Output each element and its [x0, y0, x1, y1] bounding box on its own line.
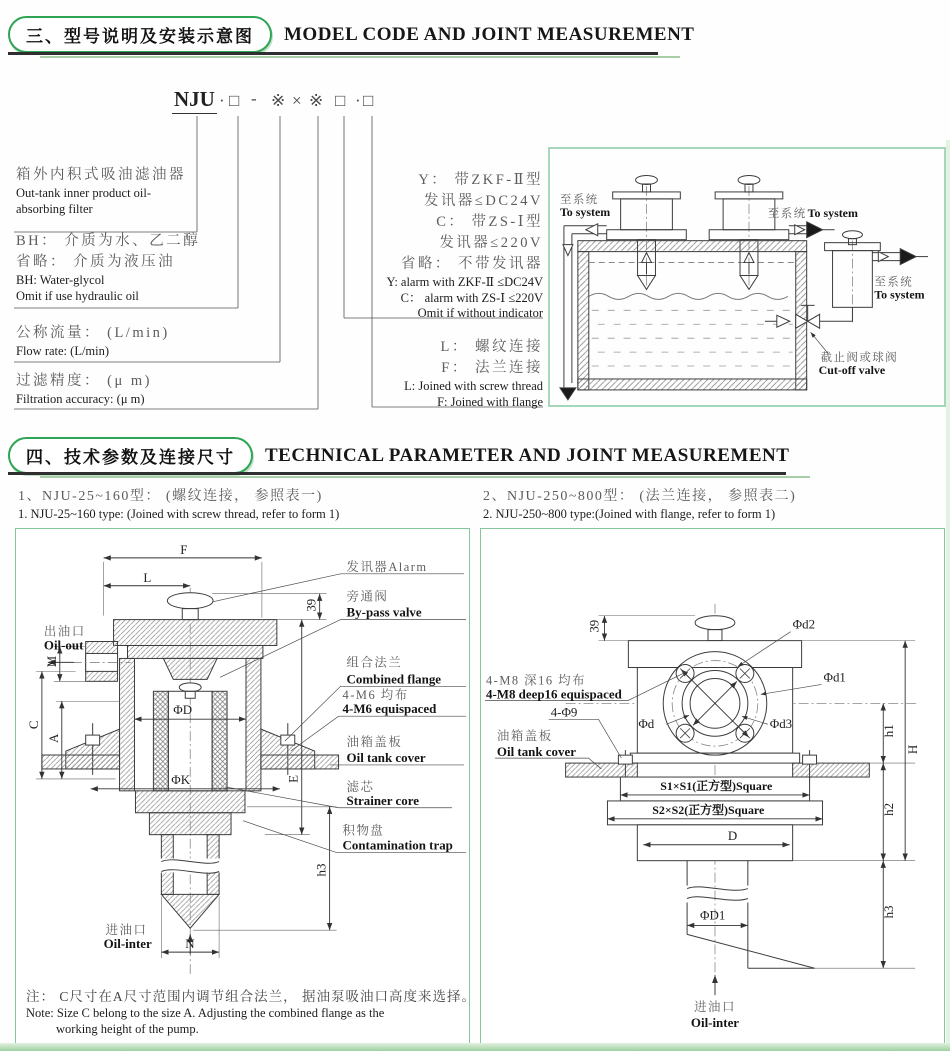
model-code-star1: ※ — [271, 91, 286, 110]
legend-medium-en2: Omit if use hydraulic oil — [16, 288, 139, 303]
model-code-dash: - — [251, 89, 257, 108]
legend-joint-cn1: L： 螺纹连接 — [440, 339, 543, 355]
legend-indicator-en1: Y: alarm with ZKF-Ⅱ ≤DC24V — [386, 275, 543, 289]
legend-indicator-cn4: 发讯器≤220V — [439, 235, 543, 251]
cover-label-en: Oil tank cover — [496, 744, 576, 760]
core-label-cn: 滤芯 — [346, 779, 375, 794]
legend-indicator-cn5: 省略： 不带发讯器 — [400, 256, 543, 272]
dim-h3: h3 — [881, 905, 897, 919]
dim-s1: S1×S1(正方型)Square — [660, 778, 773, 793]
legend-joint-en2: F: Joined with flange — [437, 394, 543, 409]
dim-phiD: ΦD — [173, 702, 193, 718]
phi9-label: 4-Φ9 — [550, 704, 578, 720]
oil-inter-label-cn: 进油口 — [694, 1000, 736, 1015]
bypass-label-cn: 旁通阀 — [346, 589, 389, 604]
legend-product — [16, 165, 186, 217]
legend-indicator-en2: C： alarm with ZS-Ⅰ ≤220V — [400, 290, 543, 305]
note-en2: working height of the pump. — [56, 1022, 199, 1036]
oil-inter-label-en: Oil-inter — [690, 1014, 740, 1030]
to-system-label-cn-1: 至系统 — [559, 193, 599, 206]
legend-joint-cn2: F： 法兰连接 — [441, 360, 543, 376]
legend-indicator-cn1: Y： 带ZKF-Ⅱ型 — [418, 172, 543, 188]
cutoff-valve-label-en: Cut-off valve — [818, 362, 886, 377]
dim-A: A — [45, 733, 61, 744]
oil-out-label-cn: 出油口 — [43, 624, 86, 639]
legend-indicator — [350, 170, 543, 322]
note-en1: Note: Size C belong to the size A. Adjusting the combined flange as the — [26, 1006, 385, 1020]
middle-outlet-pipe — [789, 222, 835, 238]
trap-label-en: Contamination trap — [342, 837, 453, 853]
legend-filtration-en: Filtration accuracy: (μ m) — [16, 392, 145, 406]
model-code-times: × — [292, 91, 302, 110]
section4-badge: 四、技术参数及连接尺寸 — [8, 437, 253, 474]
m8-label-en: 4-M8 deep16 equispaced — [485, 686, 622, 702]
dim-H: H — [905, 744, 921, 755]
page-bottom-bar — [0, 1043, 950, 1051]
oil-out-label-en: Oil-out — [43, 637, 84, 653]
legend-flow-cn: 公称流量： (L/min) — [16, 325, 170, 341]
drawing-panel-nju25-160 — [15, 528, 477, 1046]
cover-label-en: Oil tank cover — [346, 749, 426, 765]
dim-phiD1: ΦD1 — [700, 907, 726, 923]
dim-39: 39 — [303, 598, 319, 612]
bypass-label-en: By-pass valve — [346, 604, 422, 620]
model-code-dot1: · — [219, 91, 225, 110]
dim-39: 39 — [586, 619, 602, 633]
to-system-label-en-3: To system — [874, 287, 925, 302]
to-system-label-en-1: To system — [559, 204, 611, 219]
dim-D: D — [727, 827, 738, 843]
dim-phid3: Φd3 — [769, 716, 793, 732]
legend-indicator-en3: Omit if without indicator — [417, 306, 543, 320]
note — [26, 985, 477, 1037]
dim-F: F — [180, 541, 188, 557]
legend-product-en1: Out-tank inner product oil- — [16, 186, 152, 200]
model-code-prefix: NJU — [172, 87, 217, 114]
section3-title: MODEL CODE AND JOINT MEASUREMENT — [284, 23, 695, 45]
subtitle-right — [483, 486, 796, 523]
subtitle-left-cn: 1、NJU-25~160型： (螺纹连接， 参照表一) — [18, 489, 323, 504]
model-code-star2: ※ — [309, 91, 324, 110]
cover-label-cn: 油箱盖板 — [496, 729, 553, 744]
to-system-label-cn-3: 至系统 — [874, 276, 914, 289]
flange-label-en: Combined flange — [346, 671, 442, 687]
section3-rule-shadow — [40, 56, 680, 58]
subtitle-left-en: 1. NJU-25~160 type: (Joined with screw thread, refer to form 1) — [18, 507, 340, 521]
to-system-label-cn-2: 至系统 — [767, 207, 807, 220]
m8-label-cn: 4-M8 深16 均布 — [485, 673, 587, 688]
model-code-box1: □ — [229, 91, 240, 110]
oil-inter-label-cn: 进油口 — [105, 923, 148, 938]
dim-N: N — [185, 936, 195, 952]
section3-badge: 三、型号说明及安装示意图 — [8, 16, 272, 53]
core-label-en: Strainer core — [346, 792, 419, 808]
filter-unit-1 — [607, 176, 687, 290]
section4-title: TECHNICAL PARAMETER AND JOINT MEASUREMENT — [265, 444, 790, 466]
dim-phid2: Φd2 — [792, 616, 816, 632]
legend-medium-cn1: BH： 介质为水、乙二醇 — [16, 233, 201, 249]
legend-filtration — [16, 371, 152, 408]
legend-joint — [350, 337, 543, 410]
section4-header — [8, 437, 789, 474]
model-code-box3: □ — [363, 91, 374, 110]
model-code-area — [0, 85, 950, 428]
legend-indicator-cn2: 发讯器≤DC24V — [423, 193, 543, 209]
oil-tank — [578, 241, 807, 390]
dim-C: C — [25, 720, 41, 730]
legend-flow-en: Flow rate: (L/min) — [16, 344, 110, 358]
legend-product-en2: absorbing filter — [16, 201, 93, 216]
legend-product-cn: 箱外内积式吸油滤油器 — [16, 167, 186, 183]
dim-phid: Φd — [638, 716, 655, 732]
subtitle-left — [18, 486, 339, 523]
legend-filtration-cn: 过滤精度： (μ m) — [16, 373, 152, 389]
legend-indicator-cn3: C： 带ZS-Ⅰ型 — [436, 214, 543, 230]
section4-rule-shadow — [40, 476, 810, 478]
section3-rule — [8, 52, 658, 55]
drawing-nju250-800-svg — [481, 529, 942, 1043]
m6-label-en: 4-M6 equispaced — [342, 701, 437, 717]
dim-s2: S2×S2(正方型)Square — [652, 802, 765, 817]
drawing-nju25-160-svg — [16, 529, 467, 984]
cutoff-valve-label-cn: 截止阀或球阀 — [820, 352, 899, 365]
dim-L: L — [143, 569, 152, 585]
dim-h1: h1 — [881, 724, 897, 738]
dim-phid1: Φd1 — [823, 669, 846, 685]
section3-header — [8, 16, 694, 53]
cutoff-valve — [765, 305, 853, 354]
installation-diagram-svg — [550, 149, 940, 401]
legend-medium-en1: BH: Water-glycol — [16, 273, 105, 287]
dim-h2: h2 — [881, 802, 897, 816]
filter-unit-2 — [709, 176, 789, 290]
alarm-label: 发讯器Alarm — [346, 559, 428, 574]
model-code-dot2: · — [355, 91, 361, 110]
cover-label-cn: 油箱盖板 — [346, 735, 403, 750]
legend-flow — [16, 323, 170, 360]
dim-E: E — [285, 774, 301, 783]
page-edge-tint — [946, 140, 950, 1051]
model-code-box2: □ — [335, 91, 346, 110]
trap-label-cn: 积物盘 — [342, 823, 385, 838]
drawing-panel-nju250-800 — [480, 528, 945, 1046]
section4-rule — [8, 472, 786, 475]
oil-inter-label-en: Oil-inter — [103, 936, 152, 952]
legend-medium — [16, 231, 200, 304]
m6-label-cn: 4-M6 均布 — [342, 688, 409, 703]
note-cn: 注： C尺寸在A尺寸范围内调节组合法兰， 据油泵吸油口高度来选择。 — [26, 989, 477, 1004]
dim-h3: h3 — [313, 863, 329, 877]
flange-label-cn: 组合法兰 — [346, 655, 403, 670]
dim-M: M — [43, 655, 59, 668]
subtitle-right-cn: 2、NJU-250~800型： (法兰连接， 参照表二) — [483, 489, 797, 504]
legend-medium-cn2: 省略： 介质为液压油 — [16, 254, 176, 270]
legend-joint-en1: L: Joined with screw thread — [404, 379, 543, 393]
dim-phiK: ΦK — [171, 771, 191, 787]
subtitle-right-en: 2. NJU-250~800 type:(Joined with flange, refer to form 1) — [483, 507, 776, 521]
to-system-label-en-2: To system — [807, 205, 858, 220]
installation-diagram — [548, 147, 946, 407]
